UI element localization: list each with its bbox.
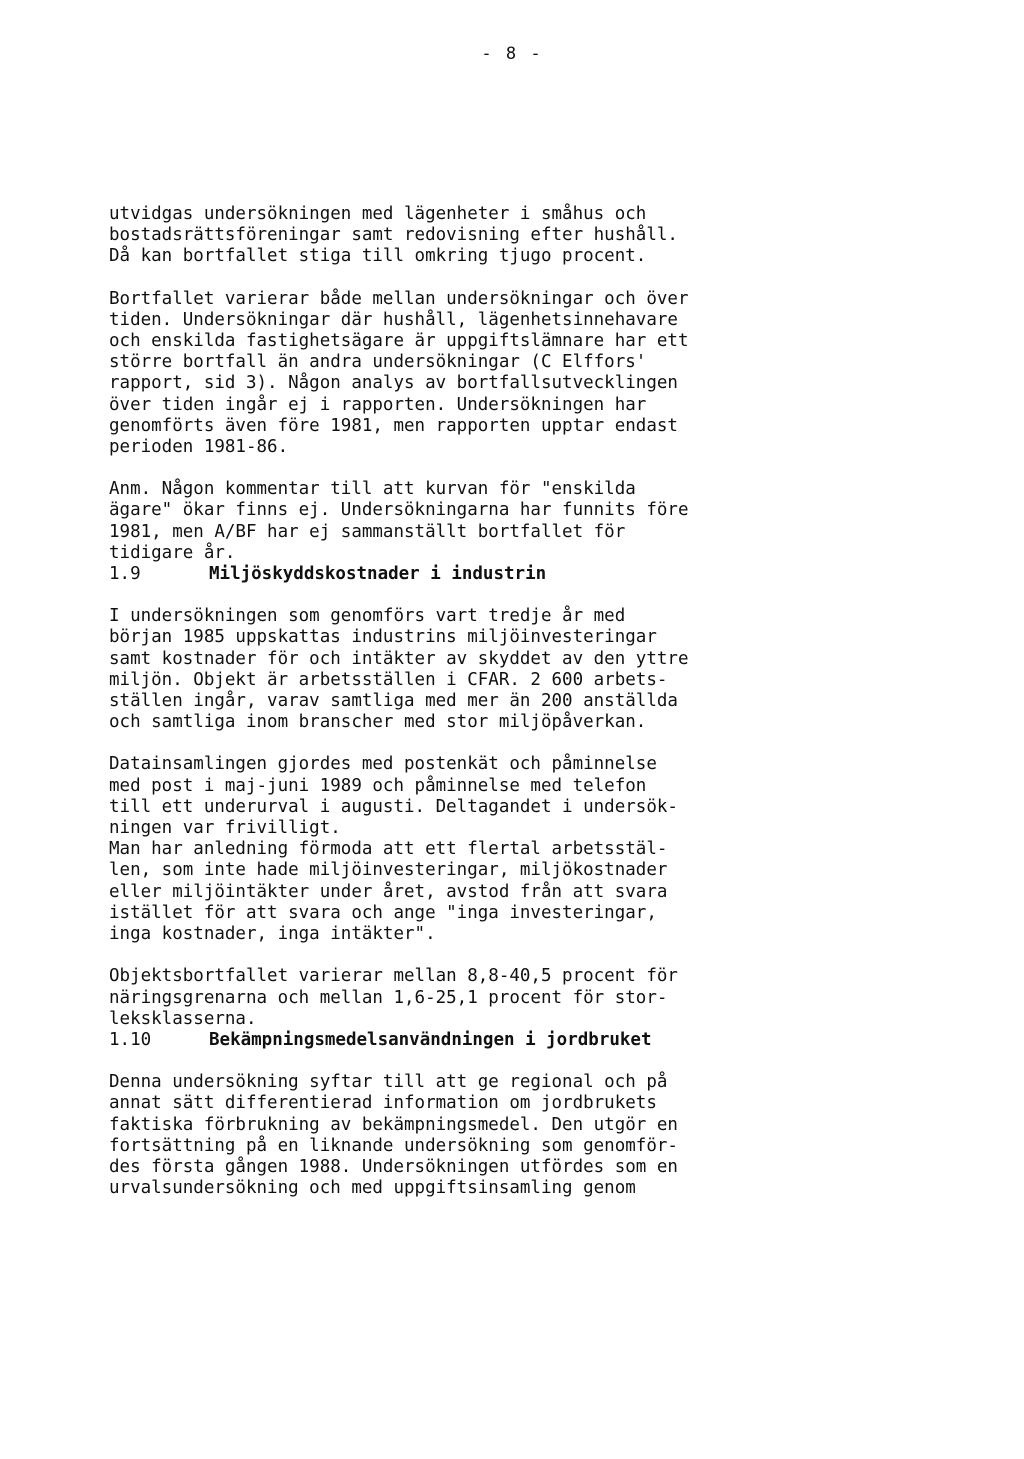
section-title: Bekämpningsmedelsanvändningen i jordbruket [209, 1029, 652, 1050]
document-body [109, 204, 829, 1199]
paragraph-anmarkning: Anm. Någon kommentar till att kurvan för "enskilda ägare" ökar finns ej. Undersökningarna har funnits före 1981, men A/BF har ej sammanställt bortfallet för tidigare år. [109, 479, 689, 563]
section-heading-1-10 [109, 1030, 829, 1051]
section-number: 1.9 [109, 564, 141, 585]
paragraph-objektsbortfall: Objektsbortfallet varierar mellan 8,8-40,5 procent för näringsgrenarna och mellan 1,6-25,1 procent för stor- leksklasserna. [109, 966, 678, 1029]
paragraph-bortfall-intro: utvidgas undersökningen med lägenheter i småhus och bostadsrättsföreningar samt redovisning efter hushåll. Då kan bortfallet stiga till omkring tjugo procent. [109, 204, 678, 267]
paragraph-bekampningsmedel: Denna undersökning syftar till att ge regional och på annat sätt differentierad information om jordbrukets faktiska förbrukning av bekämpningsmedel. Den utgör en fortsättning på en liknande undersökning som genomför- des första gången 1988. Undersökningen utfördes som en urvalsundersökning och med uppgiftsinsamling genom [109, 1072, 678, 1199]
paragraph-bortfall-variation: Bortfallet varierar både mellan undersökningar och över tiden. Undersökningar där hushåll, lägenhetsinnehavare och enskilda fastighetsägare är uppgiftslämnare har ett större bortfall än andra undersökningar (C Elffors' rapport, sid 3). Någon analys av bortfallsutvecklingen över tiden ingår ej i rapporten. Undersökningen har genomförts även före 1981, men rapporten upptar endast perioden 1981-86. [109, 288, 689, 458]
paragraph-miljo-undersokning: I undersökningen som genomförs vart tredje år med början 1985 uppskattas industrins miljöinvesteringar samt kostnader för och intäkter av skyddet av den yttre miljön. Objekt är arbetsställen i CFAR. 2 600 arbets- ställen ingår, varav samtliga med mer än 200 anställda och samtliga inom branscher med stor miljöpåverkan. [109, 606, 689, 733]
paragraph-datainsamling: Datainsamlingen gjordes med postenkät och påminnelse med post i maj-juni 1989 och påminnelse med telefon till ett underurval i augusti. Deltagandet i undersök- ningen var frivilligt. Man har anledning förmoda att ett flertal arbetsstäl- len, som inte hade miljöinvesteringar, miljökostnader eller miljöintäkter under året, avstod från att svara istället för att svara och ange "inga investeringar, inga kostnader, inga intäkter". [109, 754, 678, 945]
section-heading-1-9 [109, 564, 829, 585]
section-number: 1.10 [109, 1029, 152, 1050]
page-number: - 8 - [481, 44, 543, 64]
section-title: Miljöskyddskostnader i industrin [209, 564, 547, 585]
